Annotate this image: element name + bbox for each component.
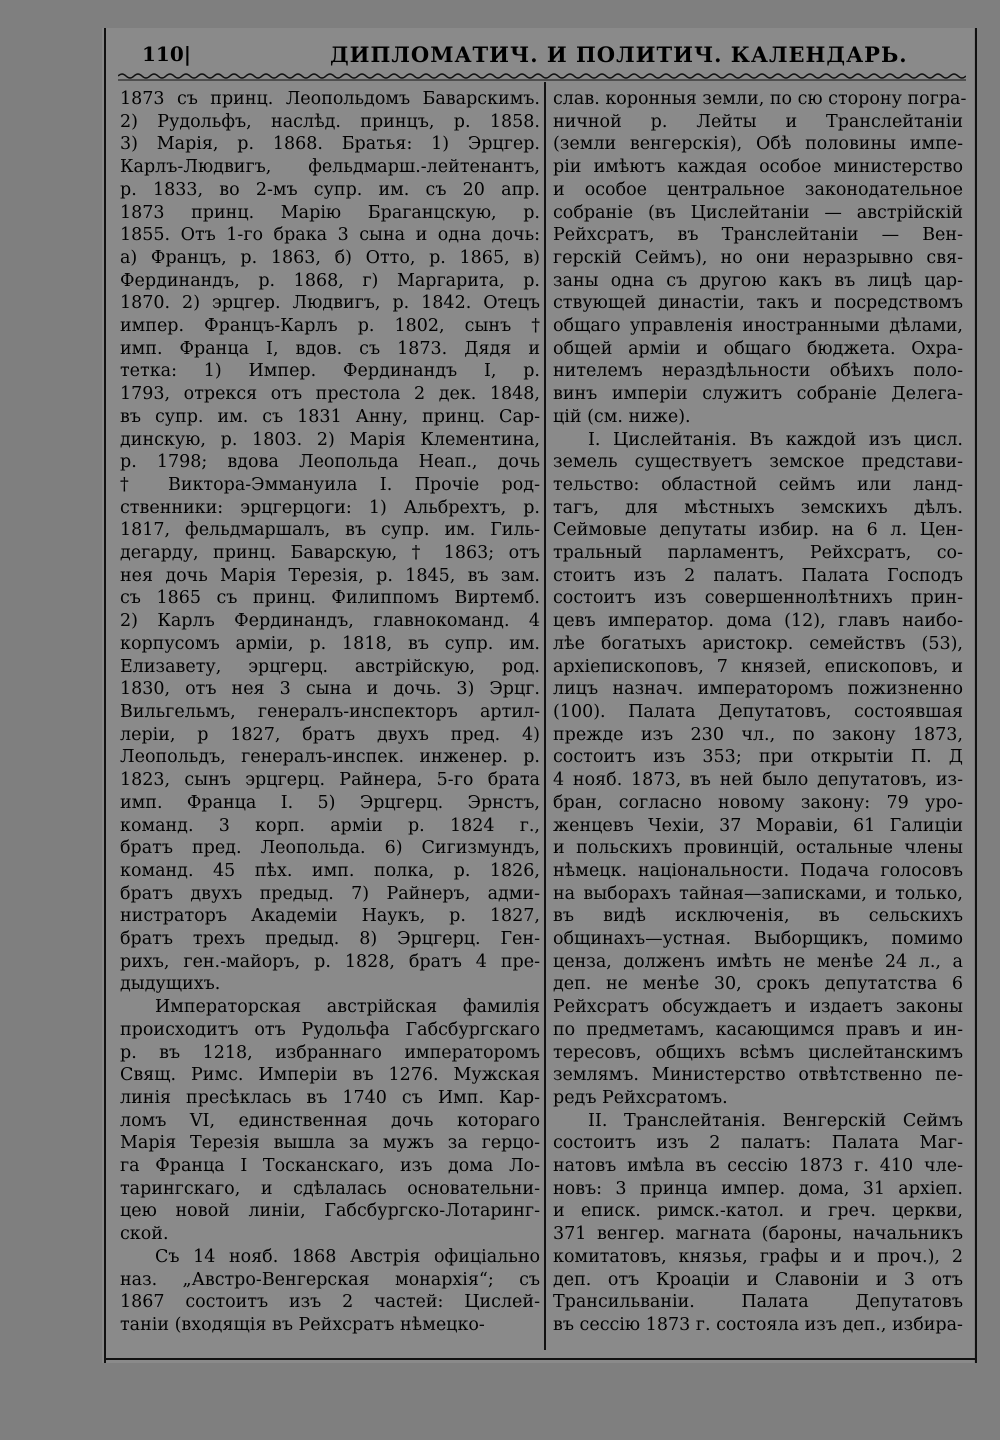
left-column-line: ской. — [120, 1224, 169, 1245]
left-column-line: Императорская австрійская фамилія — [120, 997, 540, 1018]
page-header — [120, 40, 960, 72]
right-column-line: цевъ император. дома (12), главъ наибо- — [553, 611, 963, 632]
right-column-line: прежде изъ 230 чл., по закону 1873, — [553, 724, 963, 745]
left-column-line: 1817, фельдмаршалъ, въ супр. им. Гиль- — [120, 520, 540, 541]
right-column-line: и польскихъ провинцій, остальные члены — [553, 838, 963, 859]
right-column-line: женцевъ Чехіи, 37 Моравіи, 61 Галиціи — [553, 815, 963, 836]
header-wavy-rule — [118, 72, 966, 82]
right-column-line: на выборахъ тайная—записками, и только, — [553, 883, 963, 904]
left-column-line: линія пресѣклась въ 1740 съ Имп. Кар- — [120, 1087, 540, 1108]
left-column-line: 2) Карлъ Фердинандъ, главнокоманд. 4 — [120, 611, 540, 632]
left-column-line: 1873 принц. Марію Браганцскую, р. — [120, 202, 540, 223]
left-column-line: ственники: эрцгерцоги: 1) Альбрехтъ, р. — [120, 497, 540, 518]
left-column-line: Марія Терезія вышла за мужъ за герцо- — [120, 1133, 540, 1154]
left-column-line: 1823, сынъ эрцгерц. Райнера, 5-го брата — [120, 770, 540, 791]
right-column-line: 4 нояб. 1873, въ ней было депутатовъ, из- — [553, 770, 963, 791]
left-column-line: команд. 3 корп. арміи р. 1824 г., — [120, 815, 540, 836]
left-column-line: 1870. 2) эрцгер. Людвигъ, р. 1842. Отецъ — [120, 293, 540, 314]
right-column-line: Рейхсратъ обсуждаетъ и издаетъ законы — [553, 997, 963, 1018]
left-column-line: 1793, отрекся отъ престола 2 дек. 1848, — [120, 384, 540, 405]
right-column-line: новъ: 3 принца импер. дома, 31 архіеп. — [553, 1178, 963, 1199]
right-column — [553, 88, 967, 1337]
left-column-line: 1830, отъ нея 3 сына и дочь. 3) Эрцг. — [120, 679, 540, 700]
left-column-line: имп. Франца I. 5) Эрцгерц. Эрнстъ, — [120, 792, 540, 813]
right-column-line: лѣе богатыхъ аристокр. семействъ (53), — [553, 633, 963, 654]
right-column-line: землямъ. Министерство отвѣтственно пе- — [553, 1065, 963, 1086]
right-column-line: въ сессію 1873 г. состояла изъ деп., избира- — [553, 1314, 963, 1335]
right-column-line: натовъ имѣла въ сессію 1873 г. 410 чле- — [553, 1156, 963, 1177]
right-column-line: цій (см. ниже). — [553, 406, 691, 427]
right-column-line: земель существуетъ земское представи- — [553, 452, 963, 473]
left-column-line: корпусомъ арміи, р. 1818, въ супр. им. — [120, 633, 540, 654]
left-column-line: братъ двухъ предыд. 7) Райнеръ, адми- — [120, 883, 540, 904]
right-column-line: комитатовъ, князья, графы и и проч.), 2 — [553, 1246, 963, 1267]
left-column-line: Елизавету, эрцгерц. австрійскую, род. — [120, 656, 540, 677]
right-column-line: состоитъ изъ 353; при открытіи П. Д — [553, 747, 963, 768]
right-column-line: собраніе (въ Цислейтаніи — австрійскій — [553, 202, 963, 223]
left-column-line: 3) Марія, р. 1868. Братья: 1) Эрцгер. — [120, 134, 540, 155]
right-column-line: заны одна съ другою какъ въ лицѣ цар- — [553, 270, 963, 291]
left-column-line: Леопольдъ, генералъ-инспек. инженер. р. — [120, 747, 540, 768]
left-column-line: а) Францъ, р. 1863, б) Отто, р. 1865, в) — [120, 247, 540, 268]
left-column-line: 1867 состоитъ изъ 2 частей: Цислей- — [120, 1292, 540, 1313]
right-column-line: и еписк. римск.-катол. и греч. церкви, — [553, 1201, 963, 1222]
left-column-line: братъ пред. Леопольда. 6) Сигизмундъ, — [120, 838, 540, 859]
right-column-line: ничной р. Лейты и Транслейтаніи — [553, 111, 963, 132]
right-column-line: общаго управленія иностранными дѣлами, — [553, 316, 963, 337]
left-column-line: р. въ 1218, избраннаго императоромъ — [120, 1042, 540, 1063]
right-column-line: тельство: областной сеймъ или ланд- — [553, 474, 963, 495]
page-number: 110| — [142, 42, 192, 66]
right-column-line: тральный парламентъ, Рейхсратъ, со- — [553, 543, 963, 564]
left-column-line: съ 1865 съ принц. Филиппомъ Виртемб. — [120, 588, 540, 609]
right-column-line: Сеймовые депутаты избир. на 6 л. Цен- — [553, 520, 963, 541]
left-column-line: таніи (входящія въ Рейхсратъ нѣмецко- — [120, 1314, 485, 1335]
right-column-line: стоитъ изъ 2 палатъ. Палата Господъ — [553, 565, 963, 586]
right-column-line: общинахъ—устная. Выборщикъ, помимо — [553, 929, 963, 950]
left-column — [120, 88, 540, 1337]
right-column-line: деп. не менѣе 30, срокъ депутатства 6 — [553, 974, 963, 995]
left-column-line: Фердинандъ, р. 1868, г) Маргарита, р. — [120, 270, 540, 291]
left-column-line: ломъ VI, единственная дочь котораго — [120, 1110, 540, 1131]
right-column-line: тагъ, для мѣстныхъ земскихъ дѣлъ. — [553, 497, 963, 518]
left-column-line: † Виктора-Эммануила I. Прочіе род- — [120, 474, 540, 495]
right-column-line: ценза, долженъ имѣть не менѣе 24 л., а — [553, 951, 963, 972]
right-column-line: состоитъ изъ 2 палатъ: Палата Маг- — [553, 1133, 963, 1154]
right-column-line: слав. коронныя земли, по сю сторону погра- — [553, 89, 967, 109]
left-column-line: га Франца I Тосканскаго, изъ дома Ло- — [120, 1156, 540, 1177]
running-title: ДИПЛОМАТИЧ. И ПОЛИТИЧ. КАЛЕНДАРЬ. — [330, 42, 908, 67]
right-column-line: въ видѣ исключенія, въ сельскихъ — [553, 906, 963, 927]
column-divider — [544, 82, 546, 1350]
right-column-line: тересовъ, общихъ всѣмъ цислейтанскимъ — [553, 1042, 963, 1063]
left-column-line: 1873 съ принц. Леопольдомъ Баварскимъ. — [120, 89, 540, 109]
right-column-line: по предметамъ, касающимся правъ и ин- — [553, 1019, 963, 1040]
left-column-line: р. 1833, во 2-мъ супр. им. съ 20 апр. — [120, 179, 540, 200]
right-column-line: и особое центральное законодательное — [553, 179, 963, 200]
left-column-line: въ супр. им. съ 1831 Анну, принц. Сар- — [120, 406, 540, 427]
left-column-line: происходитъ отъ Рудольфа Габсбургскаго — [120, 1019, 540, 1040]
left-column-line: динскую, р. 1803. 2) Марія Клементина, — [120, 429, 540, 450]
left-column-line: Карлъ-Людвигъ, фельдмарш.-лейтенантъ, — [120, 157, 540, 178]
right-column-line: бран, согласно новому закону: 79 уро- — [553, 792, 963, 813]
left-column-line: братъ трехъ предыд. 8) Эрцгерц. Ген- — [120, 929, 540, 950]
frame-right-border — [975, 28, 977, 1363]
right-column-line: нителемъ нераздѣльности обѣихъ поло- — [553, 361, 963, 382]
right-column-line: архіепископовъ, 7 князей, епископовъ, и — [553, 656, 963, 677]
right-column-line: I. Цислейтанія. Въ каждой изъ цисл. — [553, 429, 963, 450]
left-column-line: рихъ, ген.-майоръ, р. 1828, братъ 4 пре- — [120, 951, 540, 972]
left-column-line: имп. Франца I, вдов. съ 1873. Дядя и — [120, 338, 540, 359]
right-column-line: общей арміи и общаго бюджета. Охра- — [553, 338, 963, 359]
right-column-line: состоитъ изъ совершеннолѣтнихъ прин- — [553, 588, 963, 609]
right-column-line: винъ имперіи служитъ собраніе Делега- — [553, 384, 963, 405]
frame-left-border — [104, 28, 106, 1363]
left-column-line: Свящ. Римс. Имперіи въ 1276. Мужская — [120, 1065, 540, 1086]
right-column-line: редъ Рейхсратомъ. — [553, 1087, 728, 1108]
left-column-line: Вильгельмъ, генералъ-инспекторъ артил- — [120, 701, 540, 722]
right-column-line: Рейхсратъ, въ Транслейтаніи — Вен- — [553, 225, 963, 246]
right-column-line: ріи имѣютъ каждая особое министерство — [553, 157, 963, 178]
left-column-line: импер. Францъ-Карлъ р. 1802, сынъ † — [120, 316, 540, 337]
right-column-line: герскій Сеймъ), но они неразрывно свя- — [553, 247, 963, 268]
left-column-line: 2) Рудольфъ, наслѣд. принцъ, р. 1858. — [120, 111, 540, 132]
right-column-line: лицъ назнач. императоромъ пожизненно — [553, 679, 963, 700]
right-column-line: деп. отъ Кроаціи и Славоніи и 3 отъ — [553, 1269, 963, 1290]
left-column-line: дыдущихъ. — [120, 974, 221, 995]
left-column-line: команд. 45 пѣх. имп. полка, р. 1826, — [120, 860, 540, 881]
left-column-line: дегарду, принц. Баварскую, † 1863; отъ — [120, 543, 540, 564]
left-column-line: 1855. Отъ 1-го брака 3 сына и одна дочь: — [120, 225, 540, 246]
left-column-line: цею новой линіи, Габсбургско-Лотаринг- — [120, 1201, 540, 1222]
left-column-line: наз. „Австро-Венгерская монархія“; съ — [120, 1269, 540, 1290]
right-column-line: (земли венгерскія), Обѣ половины импе- — [553, 134, 963, 155]
left-column-line: леріи, р 1827, братъ двухъ пред. 4) — [120, 724, 540, 745]
left-column-line: тетка: 1) Импер. Фердинандъ I, р. — [120, 361, 540, 382]
right-column-line: (100). Палата Депутатовъ, состоявшая — [553, 701, 963, 722]
left-column-line: тарингскаго, и сдѣлалась основательни- — [120, 1178, 540, 1199]
frame-bottom-border — [104, 1358, 977, 1360]
right-column-line: нѣмецк. національности. Подача голосовъ — [553, 860, 963, 881]
left-column-line: р. 1798; вдова Леопольда Неап., дочь — [120, 452, 540, 473]
right-column-line: 371 венгер. магната (бароны, начальникъ — [553, 1224, 963, 1245]
right-column-line: II. Транслейтанія. Венгерскій Сеймъ — [553, 1110, 963, 1131]
right-column-line: ствующей династіи, такъ и посредствомъ — [553, 293, 963, 314]
left-column-line: нистраторъ Академіи Наукъ, р. 1827, — [120, 906, 540, 927]
left-column-line: нея дочь Марія Терезія, р. 1845, въ зам. — [120, 565, 540, 586]
right-column-line: Трансильваніи. Палата Депутатовъ — [553, 1292, 963, 1313]
left-column-line: Съ 14 нояб. 1868 Австрія офиціально — [120, 1246, 540, 1267]
